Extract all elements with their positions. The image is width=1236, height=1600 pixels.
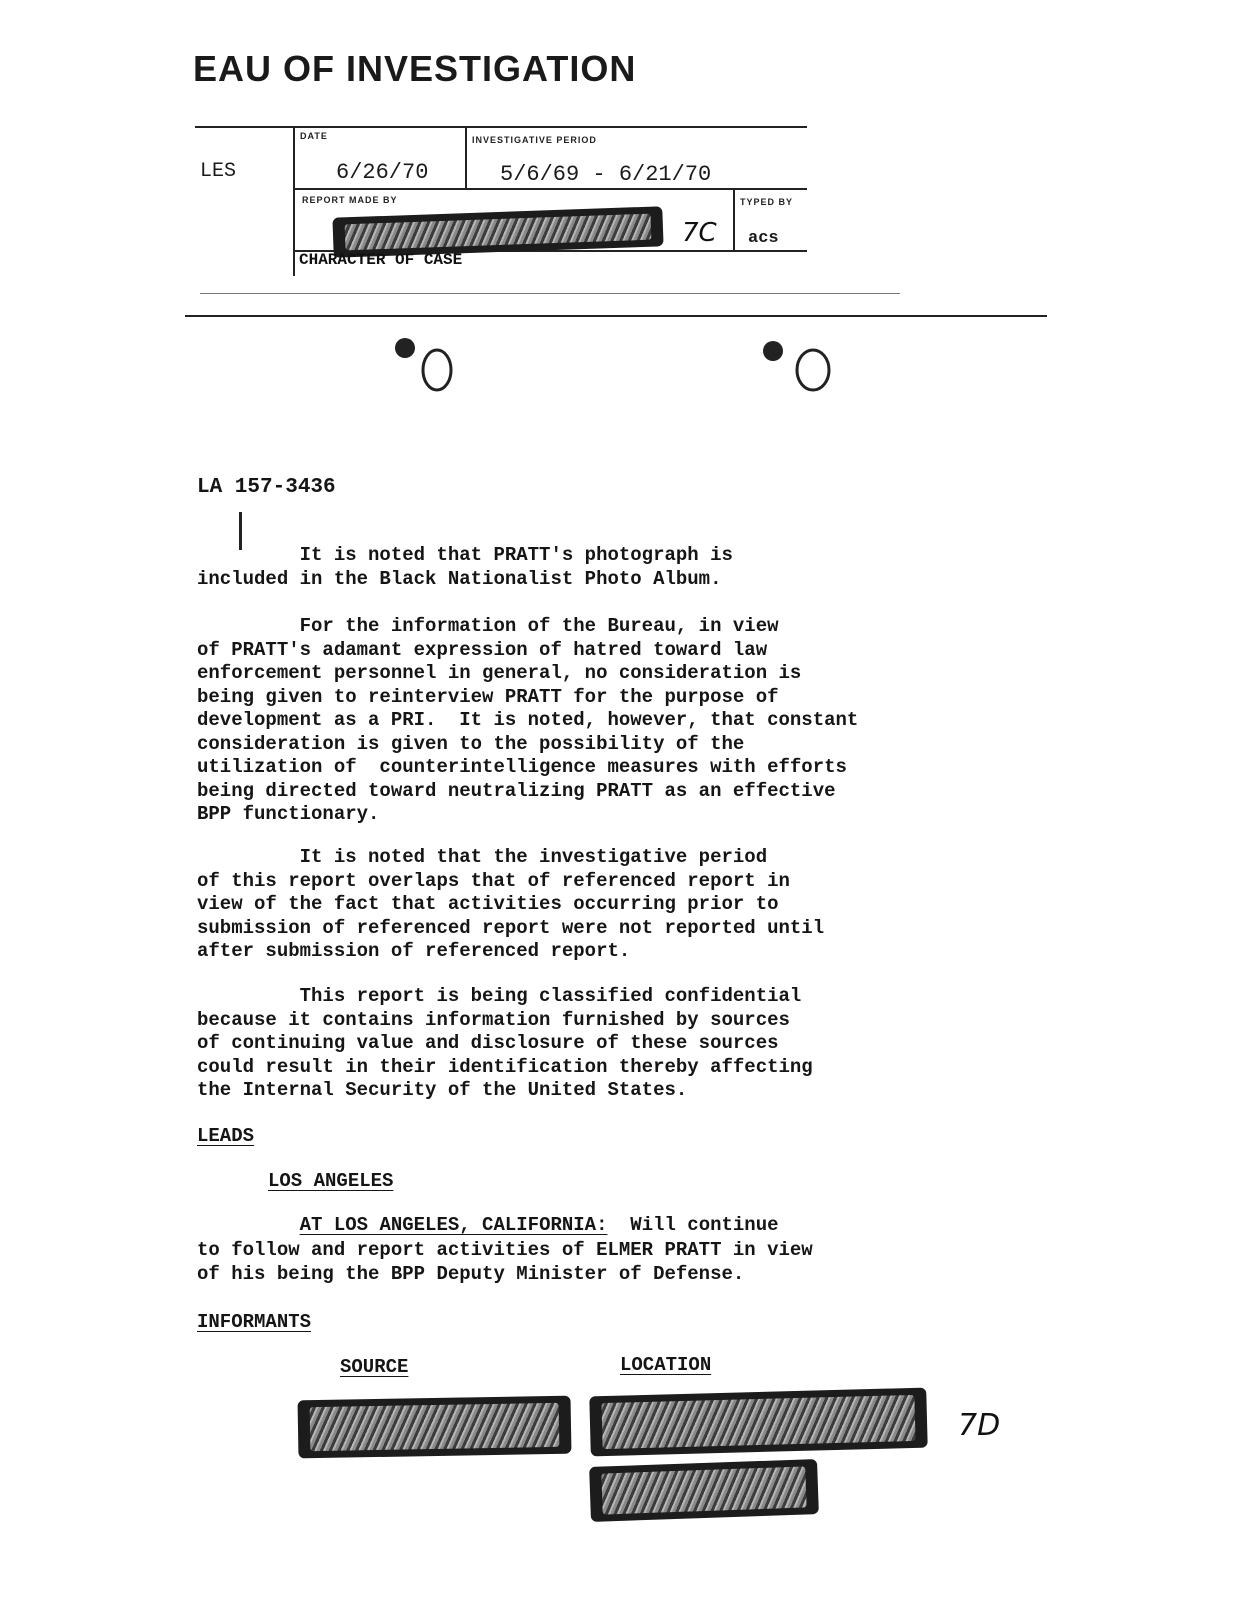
header-mid-rule <box>295 188 807 190</box>
location-heading: LOCATION <box>620 1354 712 1376</box>
header-dotted-rule <box>200 293 900 294</box>
header-top-rule <box>195 126 807 128</box>
typed-by-divider <box>733 188 735 250</box>
typed-by-value: acs <box>748 229 779 248</box>
source-heading: SOURCE <box>340 1356 409 1378</box>
date-period-divider <box>465 126 467 188</box>
period-label: INVESTIGATIVE PERIOD <box>472 135 597 145</box>
leads-heading: LEADS <box>197 1125 255 1147</box>
paragraph: For the information of the Bureau, in view of PRATT's adamant expression of hatred toward law enforcement personnel in general, no consideration is being given to reinterview PRATT for the purpose of development as a PRI. It is noted, however, that constant consideration is given to the possibility of the utilization of counterintelligence measures with efforts being directed toward neutralizing PRATT as an effective BPP functionary. <box>197 615 859 825</box>
leads-office: LOS ANGELES <box>268 1170 394 1192</box>
date-value: 6/26/70 <box>336 160 429 185</box>
typed-by-label: TYPED BY <box>740 197 794 207</box>
redaction-block <box>589 1388 927 1457</box>
informants-heading: INFORMANTS <box>197 1311 312 1333</box>
leads-location: AT LOS ANGELES, CALIFORNIA: <box>299 1214 608 1236</box>
character-of-case-label: CHARACTER OF CASE <box>299 251 463 269</box>
seal-stamp-icon <box>755 335 845 395</box>
report-made-by-label: REPORT MADE BY <box>302 195 398 205</box>
seal-stamp-icon <box>385 330 465 395</box>
paragraph: It is noted that the investigative period of this report overlaps that of referenced report in view of the fact that activities occurring prior to submission of referenced report were not reported until after submission of referenced report. <box>197 846 825 962</box>
period-value: 5/6/69 - 6/21/70 <box>500 162 712 187</box>
file-number: LA 157-3436 <box>197 476 336 499</box>
exemption-mark: 7C <box>682 218 717 248</box>
redaction-block <box>589 1459 819 1522</box>
office-code: LES <box>200 160 237 183</box>
leads-text: to follow and report activities of ELMER PRATT in view of his being the BPP Deputy Minister of Defense. <box>197 1239 813 1285</box>
paragraph: This report is being classified confidential because it contains information furnished by sources of continuing value and disclosure of these sources could result in their identification thereby affecting the Internal Security of the United States. <box>197 985 813 1101</box>
margin-exemption-mark: 7D <box>958 1408 1001 1443</box>
date-label: DATE <box>300 131 328 141</box>
header-vertical-rule <box>293 126 295 276</box>
header-bottom-rule <box>185 315 1047 317</box>
document-title: EAU OF INVESTIGATION <box>193 48 637 89</box>
redaction-block <box>298 1396 572 1459</box>
leads-text-first: Will continue <box>607 1214 779 1236</box>
paragraph: It is noted that PRATT's photograph is included in the Black Nationalist Photo Album. <box>197 544 733 590</box>
leads-paragraph <box>197 1214 779 1238</box>
